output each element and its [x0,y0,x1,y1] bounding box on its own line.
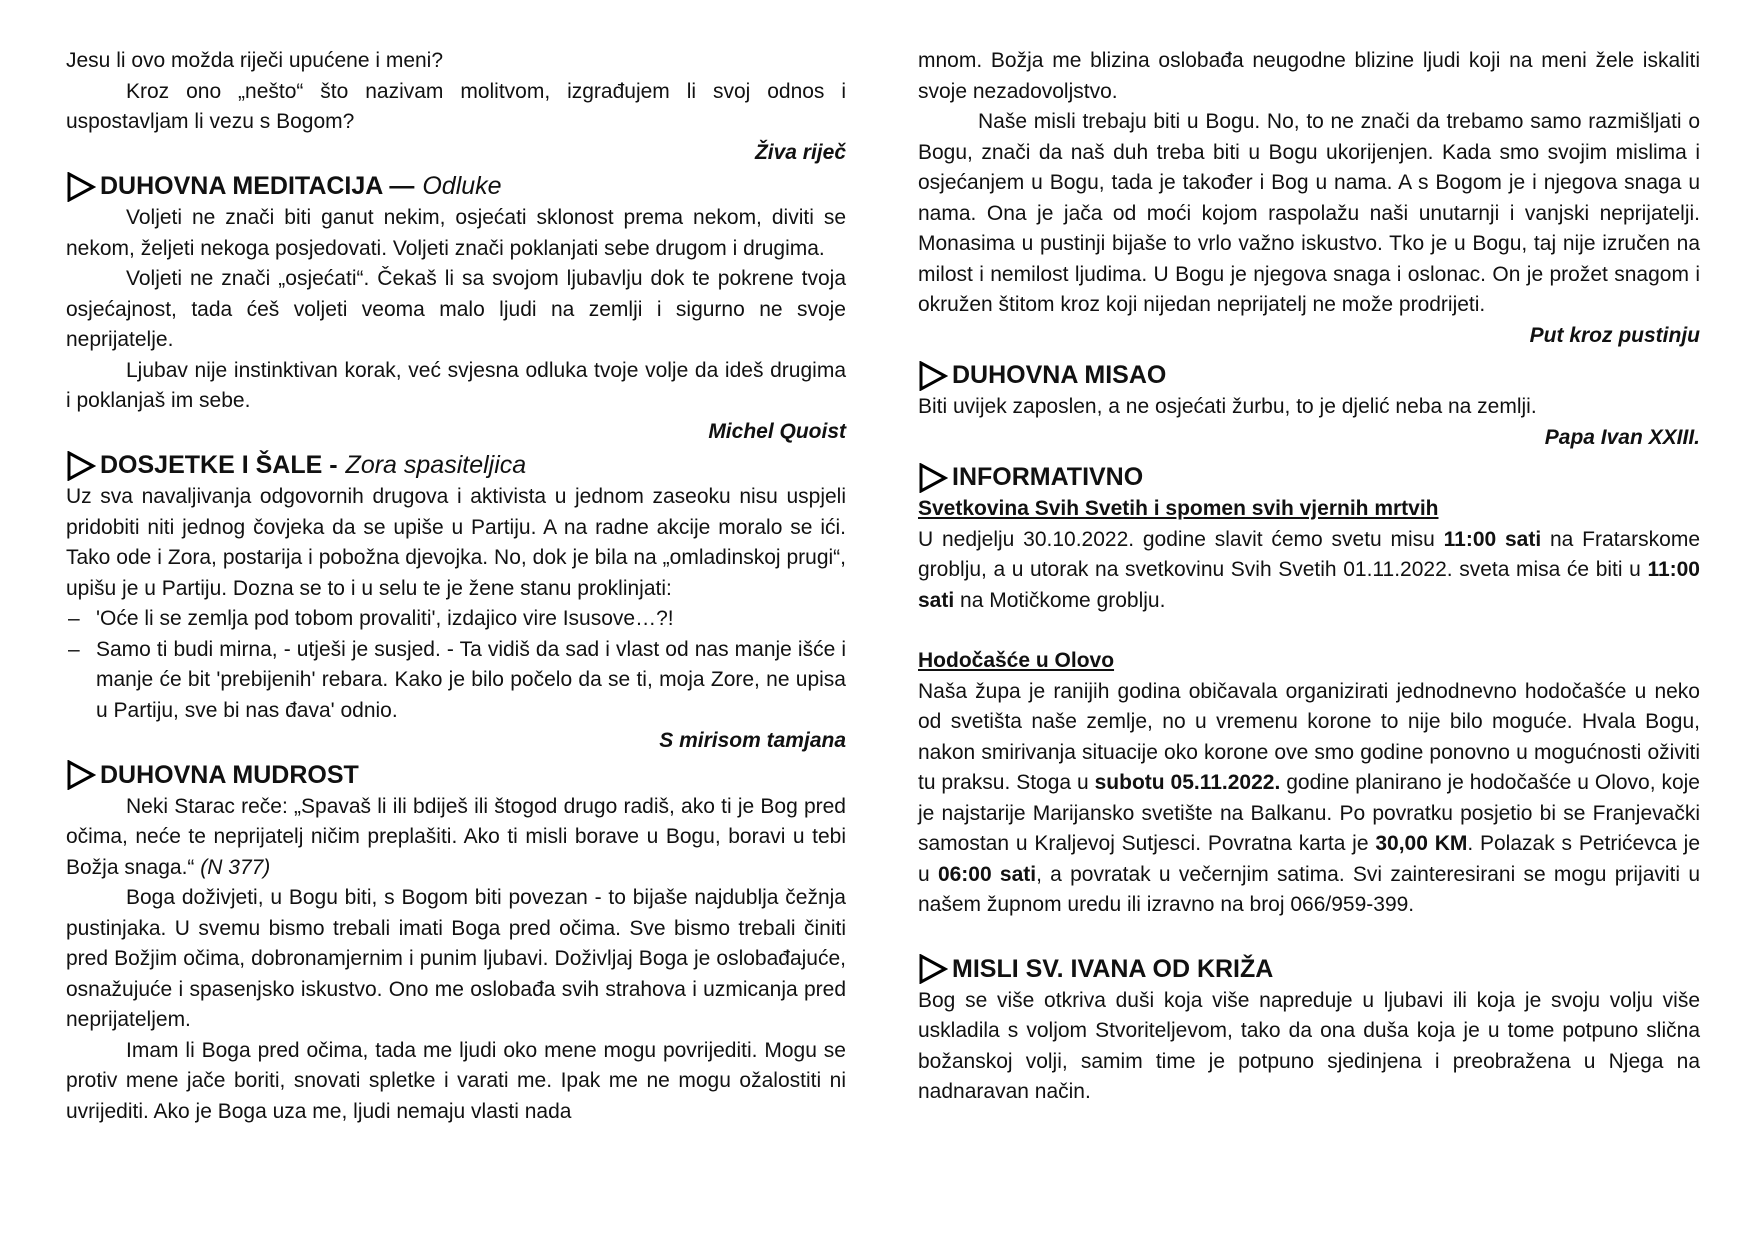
list-item: – Samo ti budi mirna, - utješi je susjed. - Ta vidiš da sad i vlast od nas manje išće i manje će bit 'prebijenih' rebara. Kako je bilo počelo da se ti, moja Zore, ne upisa u Partiju, sve bi nas đava' odnio. [66,635,846,727]
play-triangle-icon [918,463,948,493]
heading-subtitle: Zora spasiteljica [345,451,527,479]
subsection-title: Hodočašće u Olovo [918,649,1115,672]
paragraph: Biti uvijek zaposlen, a ne osjećati žurbu, to je djelić neba na zemlji. [918,395,1537,418]
heading-title: DOSJETKE I ŠALE - [100,451,338,479]
intro-source: Živa riječ [754,140,846,164]
play-triangle-icon [918,954,948,984]
section-heading-misli [918,953,1700,986]
paragraph: Naše misli trebaju biti u Bogu. No, to ne znači da trebamo samo razmišljati o Bogu, znači da naš duh treba biti u Bogu ukorijenjen. Kada smo svojim mislima i osjećanjem u Bogu, tada je također i Bog u nama. A s Bogom je i njegova snaga u nama. Ona je jača od moći kojom raspolažu naši unutarnji i vanjski neprijatelji. Monasima u pustinji bijaše to vrlo važno iskustvo. Tko je u Bogu, taj nije izručen na milost i nemilost ljudima. U Bogu je njegova snaga i oslonac. On je prožet snagom i okružen štitom kroz koji nijedan neprijatelj ne može prodrijeti. [918,110,1700,316]
meditacija-source: Michel Quoist [708,419,846,443]
heading-subtitle: Odluke [422,172,502,200]
heading-title: DUHOVNA MUDROST [100,760,359,789]
paragraph: mnom. Božja me blizina oslobađa neugodne blizine ljudi koji na meni žele iskaliti svoje nezadovoljstvo. [918,49,1700,103]
quote-text: Neki Starac reče: „Spavaš li ili bdiješ ili štogod drugo radiš, ako ti je Bog pred očima, neće te neprijatelj ničim preplašiti. Ako ti misli borave u Bogu, boravi u tebi Božja snaga.“ [66,794,846,879]
paragraph: Voljeti ne znači biti ganut nekim, osjećati sklonost prema nekom, diviti se nekom, željeti nekoga posjedovati. Voljeti znači poklanjati sebe drugom i drugima. [66,206,846,260]
quote-reference: (N 377) [200,855,271,879]
dosjetke-source: S mirisom tamjana [659,729,846,752]
paragraph: U nedjelju 30.10.2022. godine slavit ćemo svetu misu 11:00 sati na Fratarskome groblju, a u utorak na svetkovinu Svih Svetih 01.11.2022. sveta misa će biti u 11:00 sati na Motičkome groblju. [918,527,1701,612]
mudrost-source: Put kroz pustinju [1529,323,1700,347]
paragraph: Boga doživjeti, u Bogu biti, s Bogom biti povezan - to bijaše najdublja čežnja pustinjaka. U svemu bismo trebali imati Boga pred očima. Sve bismo trebali činiti pred Božjim očima, dobronamjernim i punim ljubavi. Doživljaj Boga je oslobađajuće, osnažujuće i spasenjsko iskustvo. Ono me oslobađa svih strahova i uzmicanja pred neprijateljem. [66,886,846,1031]
paragraph: Bog se više otkriva duši koja više napreduje u ljubavi ili koja je svoju volju više uskladila s voljom Stvoriteljevom, tako da ona duša koja je u tome potpuno slična božanskoj volji, samim time je potpuno sjedinjena i preobražena u Njega na nadnaravan način. [918,988,1700,1103]
dialogue-list [66,604,846,726]
paragraph: Ljubav nije instinktivan korak, već svjesna odluka tvoje volje da ideš drugima i poklanjaš im sebe. [66,358,846,412]
section-heading-dosjetke [66,449,846,482]
heading-title: DUHOVNA MEDITACIJA — [100,172,415,200]
heading-title: INFORMATIVNO [952,463,1144,491]
heading-title: MISLI SV. IVANA OD KRIŽA [952,954,1274,983]
right-column [918,46,1700,1108]
paragraph: Voljeti ne znači „osjećati“. Čekaš li sa svojom ljubavlju dok te pokrene tvoja osjećajnost, tada ćeš voljeti veoma malo ljudi na zemlji i sigurno ne svoje neprijatelje. [66,267,846,351]
intro-paragraph: Kroz ono „nešto“ što nazivam molitvom, izgrađujem li svoj odnos i uspostavljam li vezu s Bogom? [66,79,846,133]
section-heading-meditacija [66,170,846,203]
heading-title: DUHOVNA MISAO [952,361,1167,389]
play-triangle-icon [66,451,96,481]
left-column [66,46,846,1127]
section-heading-mudrost [66,759,846,792]
subsection-title: Svetkovina Svih Svetih i spomen svih vjernih mrtvih [918,497,1439,520]
play-triangle-icon [918,361,948,391]
section-heading-misao [918,359,1700,392]
paragraph: Imam li Boga pred očima, tada me ljudi oko mene mogu povrijediti. Mogu se protiv mene jače boriti, snovati spletke i varati me. Ipak me ne mogu ožalostiti ni uvrijediti. Ako je Boga uza me, ljudi nemaju vlasti nada [66,1038,846,1123]
list-item: – 'Oće li se zemlja pod tobom provaliti', izdajico vire Isusove…?! [66,604,846,635]
intro-question: Jesu li ovo možda riječi upućene i meni? [66,49,444,72]
paragraph: Uz sva navaljivanja odgovornih drugova i aktivista u jednom zaseoku nisu uspjeli pridobiti niti jednog čovjeka da se upiše u Partiju. A na radne akcije moralo se ići. Tako ode i Zora, postarija i pobožna djevojka. No, dok je bila na „omladinskoj prugi“, upišu je u Partiju. Dozna se to i u selu te je žene stanu proklinjati: [66,485,846,600]
section-heading-informativno [918,461,1700,494]
paragraph: Naša župa je ranijih godina običavala organizirati jednodnevno hodočašće u neko od svetišta naše zemlje, no u vremenu korone to nije bilo moguće. Hvala Bogu, nakon smirivanja situacije oko korone ove smo godine ponovno u mogućnosti oživiti tu praksu. Stoga u subotu 05.11.2022. godine planirano je hodočašće u Olovo, koje je najstarije Marijansko svetište na Balkanu. Po povratku posjetio bi se Franjevački samostan u Kraljevoj Sutjesci. Povratna karta je 30,00 KM. Polazak s Petrićevca je u 06:00 sati, a povratak u večernjim satima. Svi zainteresirani se mogu prijaviti u našem župnom uredu ili izravno na broj 066/959-399. [918,679,1701,916]
play-triangle-icon [66,760,96,790]
paragraph [66,792,846,884]
misao-source: Papa Ivan XXIII. [1544,425,1700,449]
play-triangle-icon [66,172,96,202]
